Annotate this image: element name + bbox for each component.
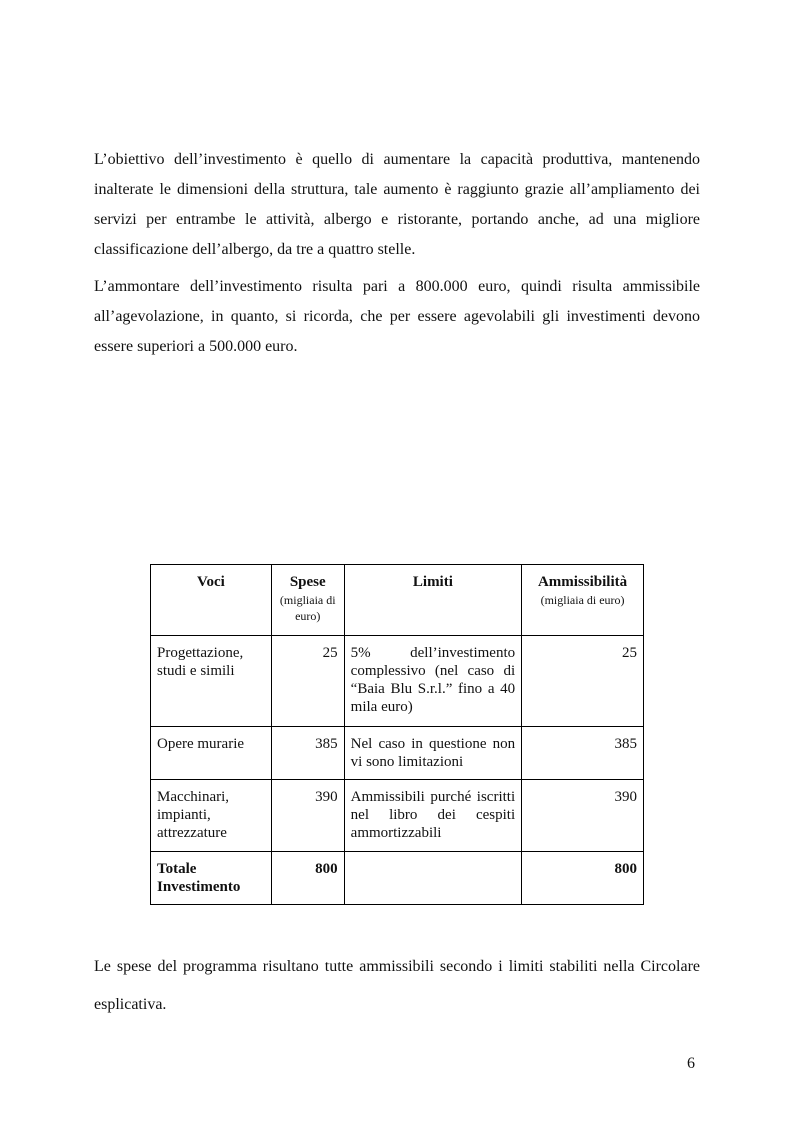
cell-spese: 25 [271, 636, 344, 727]
cell-limiti: Ammissibili purché iscritti nel libro dei cespiti ammortizzabili [344, 780, 521, 852]
cell-ammissibilita: 385 [522, 727, 644, 780]
cell-total-ammissibilita: 800 [522, 852, 644, 905]
header-spese-unit: (migliaia di euro) [279, 593, 336, 623]
paragraph-conclusion: Le spese del programma risultano tutte ammissibili secondo i limiti stabiliti nella Circolare esplicativa. [94, 958, 700, 1013]
cell-total-limiti [344, 852, 521, 905]
table-total-row [151, 852, 644, 905]
cell-limiti: Nel caso in questione non vi sono limitazioni [344, 727, 521, 780]
header-limiti: Limiti [344, 565, 521, 636]
cell-total-label: Totale Investimento [151, 852, 272, 905]
header-ammissibilita: Ammissibilità (migliaia di euro) [522, 565, 644, 636]
cell-spese: 390 [271, 780, 344, 852]
table-row [151, 780, 644, 852]
header-voci: Voci [151, 565, 272, 636]
table-header-row [151, 565, 644, 636]
expenses-table [150, 564, 644, 905]
cell-voce: Macchinari, impianti, attrezzature [151, 780, 272, 852]
header-spese: Spese (migliaia di euro) [271, 565, 344, 636]
paragraph-objective: L’obiettivo dell’investimento è quello di aumentare la capacità produttiva, mantenendo inalterate le dimensioni della struttura, tale aumento è raggiunto grazie all’ampliamento dei servizi per entrambe le attività, albergo e ristorante, portando anche, ad una migliore classificazione dell’albergo, da tre a quattro stelle. [94, 151, 700, 258]
cell-ammissibilita: 25 [522, 636, 644, 727]
cell-limiti: 5% dell’investimento complessivo (nel caso di “Baia Blu S.r.l.” fino a 40 mila euro) [344, 636, 521, 727]
paragraph-amount: L’ammontare dell’investimento risulta pari a 800.000 euro, quindi risulta ammissibile all’agevolazione, in quanto, si ricorda, che per essere agevolabili gli investimenti devono essere superiori a 500.000 euro. [94, 278, 700, 355]
cell-voce: Progettazione, studi e simili [151, 636, 272, 727]
cell-ammissibilita: 390 [522, 780, 644, 852]
table-row [151, 727, 644, 780]
cell-voce: Opere murarie [151, 727, 272, 780]
cell-spese: 385 [271, 727, 344, 780]
page-number: 6 [687, 1055, 695, 1072]
table-row [151, 636, 644, 727]
cell-total-spese: 800 [271, 852, 344, 905]
header-ammissibilita-unit: (migliaia di euro) [540, 593, 625, 607]
